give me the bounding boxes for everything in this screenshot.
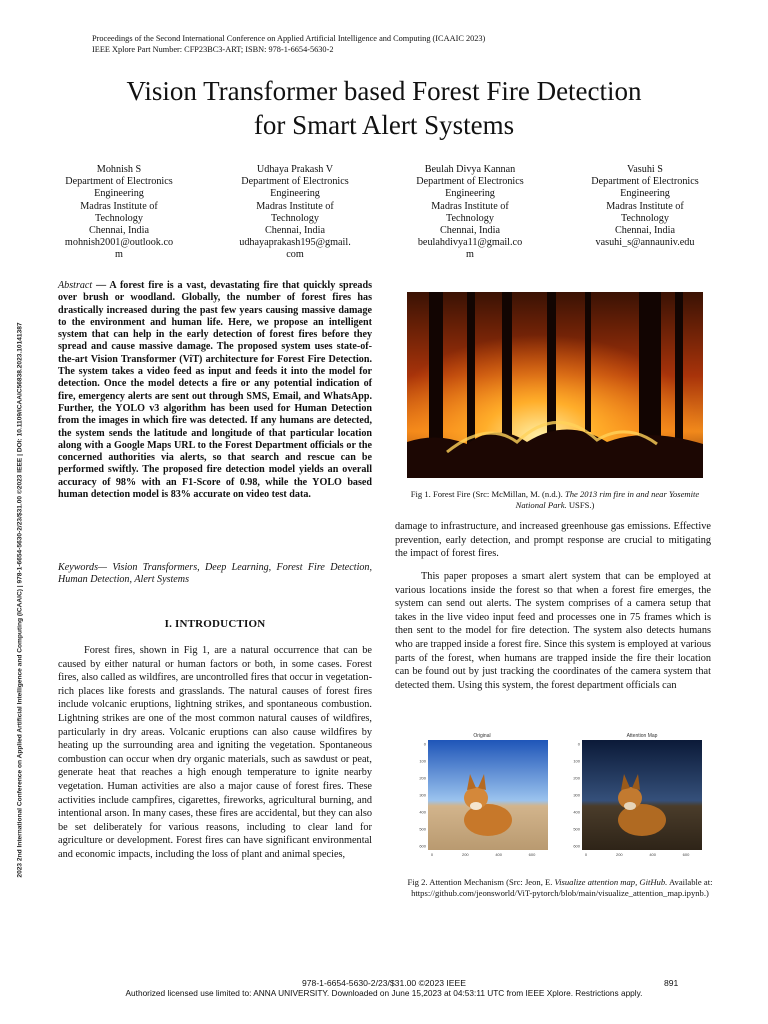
x-tick-label: 0	[584, 852, 588, 857]
forest-fire-photo	[407, 292, 703, 478]
y-tick-label: 100	[573, 758, 580, 764]
author-department: Department of Electronics Engineering	[416, 176, 524, 200]
figure-2-caption	[404, 877, 716, 899]
x-tick-label: 200	[615, 852, 623, 857]
author-name: Udhaya Prakash V	[256, 164, 334, 175]
author-block-2	[220, 164, 370, 262]
y-tick-label: 100	[419, 758, 426, 764]
x-tick-label: 200	[461, 852, 469, 857]
fig1-caption-publisher: USFS.)	[566, 500, 595, 510]
author-email[interactable]: mohnish2001@outlook.co m	[64, 237, 174, 261]
y-tick-label: 600	[419, 843, 426, 849]
author-department: Department of Electronics Engineering	[241, 176, 349, 200]
author-name: Mohnish S	[96, 164, 142, 175]
license-notice: Authorized licensed use limited to: ANNA UNIVERSITY. Downloaded on June 15,2023 at 04:53:11 UTC from IEEE Xplore. Restrictions apply.	[125, 988, 643, 998]
author-department: Department of Electronics Engineering	[591, 176, 699, 200]
title-line-2: for Smart Alert Systems	[253, 110, 515, 140]
y-tick-label: 0	[423, 741, 426, 747]
section-heading-introduction: I. INTRODUCTION	[164, 618, 266, 630]
fig2-caption-source-title: Visualize attention map, GitHub.	[554, 877, 668, 887]
author-location: Chennai, India	[89, 225, 149, 237]
x-tick-label: 0	[430, 852, 434, 857]
author-block-4	[570, 164, 720, 249]
page-number: 891	[664, 978, 679, 988]
author-name: Vasuhi S	[627, 164, 663, 175]
y-tick-label: 500	[573, 826, 580, 832]
attention-panel-title: Attention Map	[626, 733, 658, 739]
fig2-caption-text: Fig 2. Attention Mechanism (Src: Jeon, E.	[407, 877, 555, 887]
title-line-1: Vision Transformer based Forest Fire Detection	[126, 76, 642, 106]
y-tick-label: 0	[577, 741, 580, 747]
author-location: Chennai, India	[440, 225, 500, 237]
author-name: Beulah Divya Kannan	[424, 164, 516, 175]
body-paragraph-proposal: This paper proposes a smart alert system that can be employed at various locations inside the forest so that when a forest fire emerges, the system can send out alerts. The system comprises of a camera setup that takes in the live video input feed and processes one in 75 frames which is then sent to the model for fire detection. The system also detects humans who are trapped inside a forest fire. Since this system is employed at various parts of the forest, when humans are trapped inside the fire their location can be found out by just tracking the coordinates of the camera system that detected them. Using this system, the forest department officials can	[395, 571, 711, 691]
author-institute: Madras Institute of Technology	[606, 200, 684, 224]
author-email[interactable]: beulahdivya11@gmail.co m	[417, 237, 523, 261]
y-tick-label: 200	[419, 775, 426, 781]
author-location: Chennai, India	[615, 225, 675, 237]
author-department: Department of Electronics Engineering	[65, 176, 173, 200]
y-tick-label: 500	[419, 826, 426, 832]
author-institute: Madras Institute of Technology	[256, 200, 334, 224]
attention-map-figure	[404, 730, 716, 866]
author-block-3	[395, 164, 545, 262]
intro-paragraph: Forest fires, shown in Fig 1, are a natural occurrence that can be caused by either natural or human factors or both, in some cases. Forest fires, also called as wildfires, are uncontrolled fires that occur in vegetation-rich places like forests and grasslands. The natural causes of forest fires include volcanic eruptions, lightning strikes, and spontaneous combustion. Lightning strikes are one of the most common natural causes of wildfires, particularly in dry areas. Volcanic eruptions can also cause wildfires by heating up the surrounding area and igniting the vegetation. Spontaneous combustion can occur when dry organic materials, such as sawdust or peat, generate heat that reaches a high enough temperature to ignite nearby vegetation. Human activities are also a major cause of forest fires. These activities include campfires, cigarettes, fireworks, agricultural burning, and intentional arson. In many cases, these fires are accidental, but they can also be set deliberately for various reasons, including to clear land for agriculture or development. Forest fires can have significant environmental and economic impacts, including the loss of plant and animal species,	[58, 645, 372, 860]
y-tick-label: 300	[573, 792, 580, 798]
fig1-caption-source-title: The 2013 rim fire in and near Yosemite National Park.	[515, 489, 700, 510]
y-tick-label: 200	[573, 775, 580, 781]
author-email[interactable]: vasuhi_s@annauniv.edu	[595, 237, 695, 249]
doi-side-strip	[10, 240, 30, 960]
author-email[interactable]: udhayaprakash195@gmail. com	[239, 237, 351, 261]
original-panel-title: Original	[473, 733, 491, 739]
author-location: Chennai, India	[265, 225, 325, 237]
y-tick-label: 400	[573, 809, 580, 815]
abstract	[58, 280, 372, 501]
x-tick-label: 400	[649, 852, 657, 857]
x-tick-label: 600	[528, 852, 536, 857]
x-tick-label: 400	[495, 852, 503, 857]
part-number-header: IEEE Xplore Part Number: CFP23BC3-ART; ISBN: 978-1-6654-5630-2	[92, 45, 334, 54]
author-institute: Madras Institute of Technology	[431, 200, 509, 224]
body-paragraph-continued: damage to infrastructure, and increased greenhouse gas emissions. Effective prevention, early detection, and prompt response are crucial to mitigating the impact of forest fires.	[395, 521, 711, 560]
footer-isbn: 978-1-6654-5630-2/23/$31.00 ©2023 IEEE	[301, 978, 466, 988]
author-institute: Madras Institute of Technology	[80, 200, 158, 224]
y-tick-label: 300	[419, 792, 426, 798]
figure-1-caption	[402, 489, 708, 511]
conference-header: Proceedings of the Second International Conference on Applied Artificial Intelligence and Computing (ICAAIC 2023)	[92, 34, 486, 43]
abstract-text: — A forest fire is a vast, devastating fire that quickly spreads over brush or woodland. Globally, the number of forest fires has drastically increased during the past few years causing massive damage to the environment and human life. Here, we propose an intelligent system that can help in the early detection of forest fires before they spread and cause massive damage. The proposed system uses state-of-the-art Vision Transformer (ViT) architecture for Forest Fire Detection. The system takes a video feed as input and feeds it into the model for detection. Once the model detects a fire or any potential indication of fire, emergency alerts are sent out through SMS, Email, and WhatsApp. Further, the YOLO v3 algorithm has been used for Human Detection from the images in which fire was detected. If any humans are detected, the system sends the latitude and longitude of that particular location along with a Google Maps URL to the Forest Department officials or the concerned authorities via alerts, so that search and rescue can be performed swiftly. The proposed fire detection model yields an overall accuracy of 98% with an F1-Score of 0.98, while the YOLO based human detection model is 83% accurate on video test data.	[58, 280, 372, 501]
abstract-label: Abstract	[58, 280, 93, 291]
keywords: Keywords— Vision Transformers, Deep Learning, Forest Fire Detection, Human Detection, Alert Systems	[58, 562, 372, 586]
y-tick-label: 400	[419, 809, 426, 815]
x-tick-label: 600	[682, 852, 690, 857]
author-block-1	[44, 164, 194, 262]
y-tick-label: 600	[573, 843, 580, 849]
paper-title	[0, 74, 768, 142]
fig2-caption-link: Available at: https://github.com/jeonsworld/ViT-pytorch/blob/main/visualize_attention_map.ipynb.)	[411, 877, 713, 898]
fig1-caption-text: Fig 1. Forest Fire (Src: McMillan, M. (n.d.).	[410, 489, 565, 499]
doi-side-text: 2023 2nd International Conference on Applied Artificial Intelligence and Computing (ICAAIC) | 978-1-6654-5630-2/23/$31.00 ©2023 IEEE | DOI: 10.1109/ICAAIC56838.2023.10141387	[16, 322, 24, 878]
